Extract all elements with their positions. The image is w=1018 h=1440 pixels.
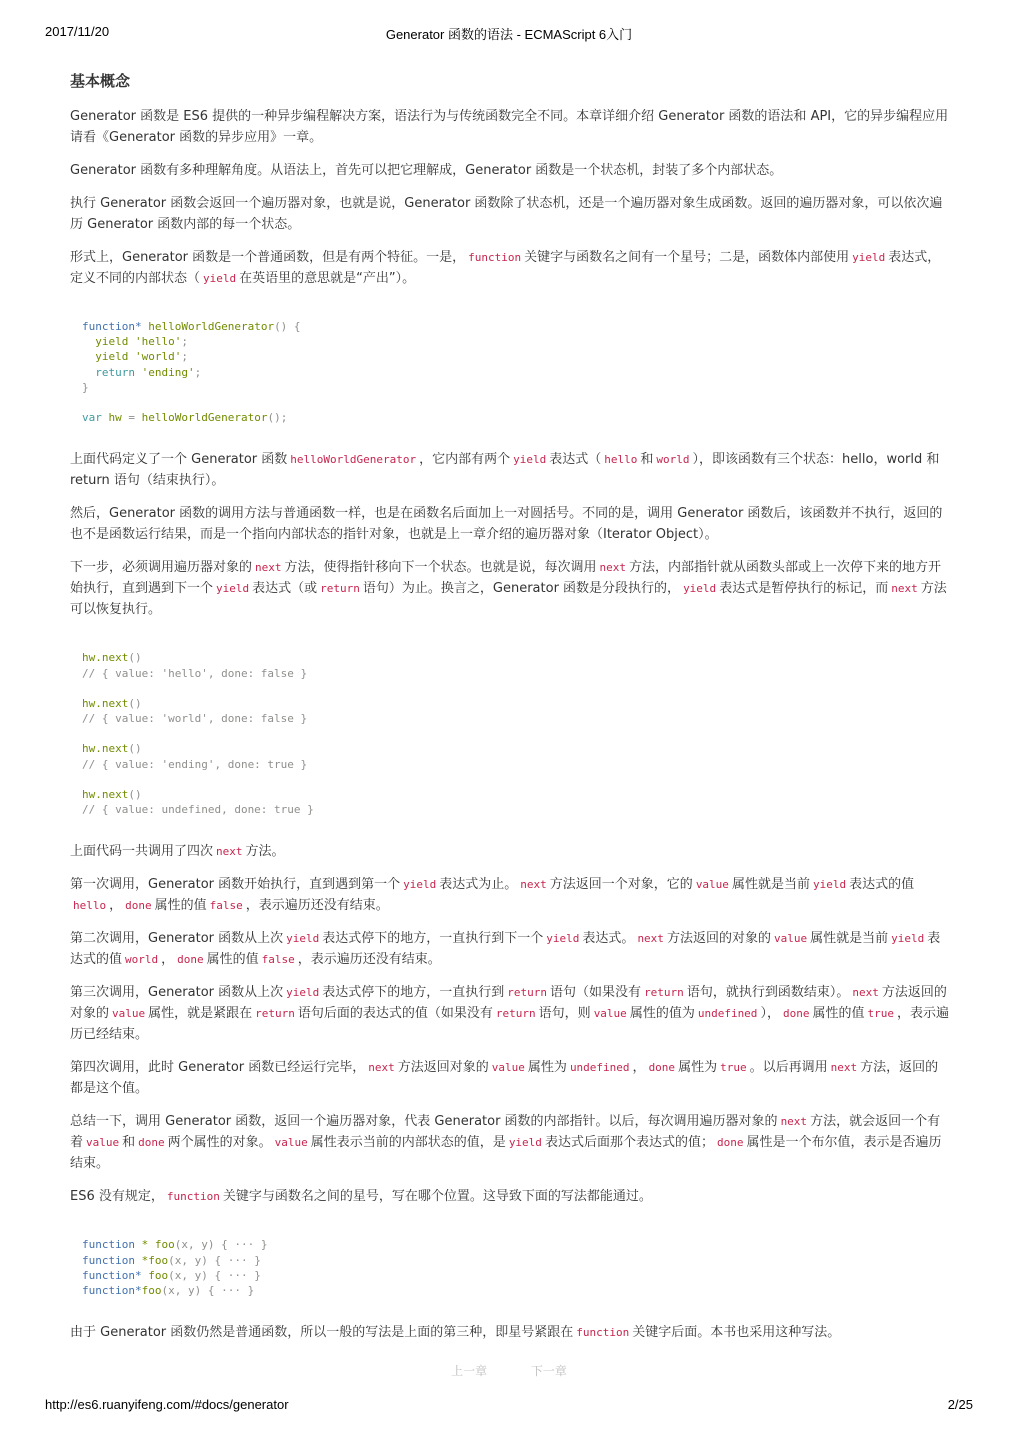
paragraph-first-call — [70, 874, 950, 916]
inline-code: next — [830, 1061, 858, 1075]
code-token: yield — [82, 350, 129, 364]
text: 语句）为止。换言之，Generator 函数是分段执行的， — [362, 581, 681, 597]
text: 方法返回的对象的 — [70, 985, 947, 1022]
code-token: (x, y) { ··· } — [168, 1253, 261, 1267]
paragraph-four-calls — [70, 841, 950, 862]
inline-code: function — [166, 1190, 220, 1204]
code-token: () { — [274, 320, 301, 333]
code-token: () — [128, 651, 142, 665]
text: ，表示遍历已经结束。 — [70, 1006, 949, 1043]
paragraph-convention — [70, 1322, 950, 1343]
inline-code: done — [648, 1061, 676, 1075]
code-token: function* — [82, 1268, 142, 1282]
code-token: hw.next — [82, 696, 129, 710]
code-token: function — [82, 1238, 135, 1252]
text: 属性是一个布尔值，表示是否遍历结束。 — [70, 1135, 942, 1172]
text: 表达式是暂停执行的标记，而 — [719, 581, 889, 597]
text: 方法可以恢复执行。 — [70, 581, 947, 618]
paragraph-second-call — [70, 928, 950, 970]
text: ， — [109, 898, 123, 914]
text: 下一步，必须调用遍历器对象的 — [70, 560, 253, 576]
text: 语句后面的表达式的值（如果没有 — [297, 1006, 493, 1022]
text: 关键字与函数名之间有一个星号；二是，函数体内部使用 — [524, 250, 850, 265]
code-token: (x, y) { ··· } — [168, 1268, 261, 1282]
code-token: () — [128, 742, 142, 756]
inline-code: value — [112, 1007, 146, 1021]
inline-code: yield — [203, 272, 237, 285]
text: 属性的值 — [206, 952, 259, 968]
paragraph-invocation: 然后，Generator 函数的调用方法与普通函数一样，也是在函数名后面加上一对圆括号。不同的是，调用 Generator 函数后，该函数并不执行，返回的也不是函数运行结果，而是一个指向内部状态的指针对象，也就是上一章介绍的遍历器对象（Iterator Object）。 — [70, 506, 943, 543]
inline-code: undefined — [569, 1061, 630, 1075]
text: 表达式的值 — [70, 931, 941, 968]
text: 语句，就执行到函数结束）。 — [686, 985, 850, 1001]
inline-code: next — [891, 582, 918, 596]
inline-code: yield — [891, 932, 925, 946]
text: 第二次调用，Generator 函数从上次 — [70, 931, 284, 947]
inline-code: next — [637, 932, 664, 946]
inline-code: false — [209, 899, 243, 913]
inline-code: done — [782, 1007, 810, 1021]
text: 方法，使得指针移向下一个状态。也就是说，每次调用 — [284, 560, 597, 576]
inline-code: return — [320, 582, 360, 596]
code-token: () — [128, 788, 142, 801]
text: 方法，就会返回一个有着 — [70, 1114, 941, 1151]
paragraph-intro: Generator 函数是 ES6 提供的一种异步编程解决方案，语法行为与传统函数完全不同。本章详细介绍 Generator 函数的语法和 API，它的异步编程应用请看《Generator 函数的异步应用》一章。 — [70, 109, 949, 145]
inline-code: function — [468, 251, 522, 264]
code-token: var — [82, 411, 102, 425]
inline-code: true — [867, 1007, 894, 1021]
text: 形式上，Generator 函数是一个普通函数，但是有两个特征。一是， — [70, 250, 466, 265]
text: 表达式（或 — [252, 581, 318, 597]
code-block-next-calls — [70, 632, 950, 823]
inline-code: true — [720, 1061, 747, 1075]
article-content — [70, 70, 950, 1355]
code-token: ; — [181, 350, 188, 364]
text: 表达式的值 — [849, 877, 915, 893]
inline-code: next — [599, 561, 627, 575]
inline-code: value — [491, 1061, 525, 1075]
inline-code: undefined — [697, 1007, 758, 1021]
code-token: *foo — [134, 1253, 169, 1267]
text: 属性表示当前的内部状态的值，是 — [310, 1135, 506, 1151]
text: 方法返回的对象的 — [666, 931, 771, 947]
code-comment: // { value: 'ending', done: true } — [82, 757, 308, 771]
text: ，它内部有两个 — [419, 452, 511, 468]
inline-code: yield — [403, 878, 437, 892]
print-page-number: 2/25 — [947, 1397, 973, 1412]
code-token: * foo — [134, 1238, 175, 1252]
code-token: foo — [141, 1268, 169, 1282]
inline-code: yield — [216, 582, 250, 596]
code-token: hw.next — [82, 788, 129, 801]
code-token: 'world' — [128, 350, 182, 364]
code-token: function — [82, 1253, 135, 1267]
paragraph-fourth-call — [70, 1057, 950, 1099]
text: 第三次调用，Generator 函数从上次 — [70, 985, 284, 1001]
inline-code: next — [216, 845, 243, 859]
inline-code: yield — [812, 878, 847, 892]
code-token: hw — [101, 411, 122, 425]
inline-code: next — [255, 561, 282, 575]
inline-code: return — [507, 986, 548, 1000]
paragraph-state-machine: Generator 函数有多种理解角度。从语法上，首先可以把它理解成，Generator 函数是一个状态机，封装了多个内部状态。 — [70, 163, 783, 178]
text: 语句（如果没有 — [550, 985, 642, 1001]
next-chapter-link[interactable]: 下一章 — [530, 1364, 567, 1378]
text: 语句，则 — [538, 1006, 591, 1022]
inline-code: hello — [73, 899, 107, 913]
text: 表达式停下的地方，一直执行到 — [322, 985, 505, 1001]
paragraph-next-step — [70, 557, 950, 620]
text: 属性就是当前 — [810, 931, 889, 947]
text: 表达式停下的地方，一直执行到下一个 — [322, 931, 544, 947]
text: 属性为 — [527, 1060, 567, 1076]
inline-code: next — [520, 878, 547, 892]
paragraph-defined — [70, 449, 950, 491]
code-token: helloWorldGenerator — [141, 320, 275, 333]
inline-code: helloWorldGenerator — [290, 453, 417, 467]
text: ，表示遍历还没有结束。 — [297, 952, 441, 968]
text: 方法。 — [245, 844, 285, 860]
text: 属性的值 — [154, 898, 207, 914]
code-token: ; — [181, 335, 188, 349]
inline-code: value — [773, 932, 808, 946]
code-token: 'hello' — [128, 335, 182, 349]
inline-code: yield — [286, 986, 320, 1000]
text: 。以后再调用 — [749, 1060, 828, 1076]
paragraph-third-call — [70, 982, 950, 1045]
text: 属性就是当前 — [731, 877, 810, 893]
inline-code: return — [255, 1007, 295, 1021]
text: 关键字与函数名之间的星号，写在哪个位置。这导致下面的写法都能通过。 — [222, 1189, 652, 1205]
text: ），即该函数有三个状态：hello，world 和 return 语句（结束执行）。 — [70, 452, 940, 489]
text: ，表示遍历还没有结束。 — [245, 898, 389, 914]
code-token: } — [82, 380, 89, 394]
inline-code: value — [695, 878, 729, 892]
paragraph-features — [70, 247, 950, 289]
text: ， — [632, 1060, 646, 1076]
code-token: function* — [82, 320, 142, 333]
inline-code: yield — [508, 1136, 542, 1150]
prev-chapter-link[interactable]: 上一章 — [451, 1364, 488, 1378]
section-title: 基本概念 — [70, 72, 131, 90]
inline-code: done — [177, 953, 204, 967]
text: 方法，返回的都是这个值。 — [70, 1060, 939, 1097]
print-header — [45, 24, 973, 42]
code-block-hello-world-generator — [70, 301, 950, 431]
inline-code: yield — [513, 453, 547, 467]
inline-code: done — [716, 1136, 744, 1150]
text: 在英语里的意思就是“产出”）。 — [239, 271, 416, 286]
text: 属性，就是紧跟在 — [148, 1006, 253, 1022]
code-token: helloWorldGenerator — [135, 411, 268, 425]
print-url: http://es6.ruanyifeng.com/#docs/generator — [45, 1397, 289, 1412]
text: ）， — [760, 1006, 780, 1022]
text: 方法返回对象的 — [397, 1060, 489, 1076]
text: ES6 没有规定， — [70, 1189, 164, 1205]
text: 上面代码定义了一个 Generator 函数 — [70, 452, 288, 468]
text: 属性为 — [678, 1060, 718, 1076]
text: 表达式，定义不同的内部状态（ — [70, 250, 941, 286]
text: 属性的值 — [812, 1006, 865, 1022]
inline-code: yield — [286, 932, 320, 946]
code-token: yield — [82, 335, 129, 349]
inline-code: return — [644, 986, 684, 1000]
inline-code: done — [125, 899, 152, 913]
inline-code: return — [495, 1007, 536, 1021]
inline-code: yield — [852, 251, 886, 264]
code-token: (x, y) { ··· } — [161, 1283, 255, 1297]
code-token: 'ending' — [134, 365, 195, 379]
text: 表达式。 — [582, 931, 635, 947]
inline-code: value — [274, 1136, 308, 1150]
code-comment: // { value: 'hello', done: false } — [82, 666, 308, 680]
paragraph-asterisk-position — [70, 1186, 950, 1207]
paragraph-summary — [70, 1111, 950, 1174]
text: 两个属性的对象。 — [167, 1135, 272, 1151]
inline-code: done — [138, 1136, 165, 1150]
inline-code: next — [852, 986, 879, 1000]
inline-code: next — [780, 1115, 808, 1129]
text: 方法返回一个对象，它的 — [549, 877, 693, 893]
text: 关键字后面。本书也采用这种写法。 — [632, 1325, 841, 1341]
chapter-nav — [0, 1362, 1018, 1379]
print-page-title: Generator 函数的语法 - ECMAScript 6入门 — [385, 27, 633, 42]
code-token: = — [121, 411, 135, 425]
code-token: hw.next — [82, 742, 129, 756]
code-token: (); — [267, 411, 288, 425]
text: ， — [161, 952, 175, 968]
text: 总结一下，调用 Generator 函数，返回一个遍历器对象，代表 Generator 函数的内部指针。以后，每次调用遍历器对象的 — [70, 1114, 778, 1130]
text: 和 — [640, 452, 654, 468]
text: 第一次调用，Generator 函数开始执行，直到遇到第一个 — [70, 877, 401, 893]
code-token: () — [128, 696, 142, 710]
code-token: ; — [194, 365, 202, 379]
code-token: foo — [141, 1283, 162, 1297]
text: 和 — [122, 1135, 136, 1151]
code-comment: // { value: 'world', done: false } — [82, 712, 308, 726]
text: 第四次调用，此时 Generator 函数已经运行完毕， — [70, 1060, 366, 1076]
inline-code: yield — [683, 582, 717, 596]
print-footer — [45, 1397, 973, 1415]
inline-code: value — [593, 1007, 627, 1021]
inline-code: next — [368, 1061, 395, 1075]
code-comment: // { value: undefined, done: true } — [82, 803, 314, 817]
inline-code: yield — [546, 932, 580, 946]
inline-code: function — [576, 1326, 630, 1340]
code-token: (x, y) { ··· } — [174, 1238, 268, 1252]
inline-code: world — [656, 453, 690, 467]
code-token: return — [82, 365, 135, 379]
text: 表达式后面那个表达式的值； — [544, 1135, 714, 1151]
inline-code: world — [125, 953, 159, 967]
inline-code: value — [86, 1136, 120, 1150]
inline-code: false — [261, 953, 295, 967]
print-date: 2017/11/20 — [45, 24, 110, 39]
code-block-asterisk-variants — [70, 1219, 950, 1304]
text: 属性的值为 — [629, 1006, 695, 1022]
paragraph-iterator: 执行 Generator 函数会返回一个遍历器对象，也就是说，Generator 函数除了状态机，还是一个遍历器对象生成函数。返回的遍历器对象，可以依次遍历 Generator 函数内部的每一个状态。 — [70, 196, 943, 232]
text: 表达式为止。 — [439, 877, 518, 893]
code-token: function* — [82, 1283, 142, 1297]
text: 由于 Generator 函数仍然是普通函数，所以一般的写法是上面的第三种，即星号紧跟在 — [70, 1325, 574, 1341]
text: 方法，内部指针就从函数头部或上一次停下来的地方开始执行，直到遇到下一个 — [70, 560, 942, 597]
code-token: hw.next — [82, 651, 129, 665]
text: 上面代码一共调用了四次 — [70, 844, 214, 860]
text: 表达式（ — [549, 452, 602, 468]
inline-code: hello — [604, 453, 638, 467]
